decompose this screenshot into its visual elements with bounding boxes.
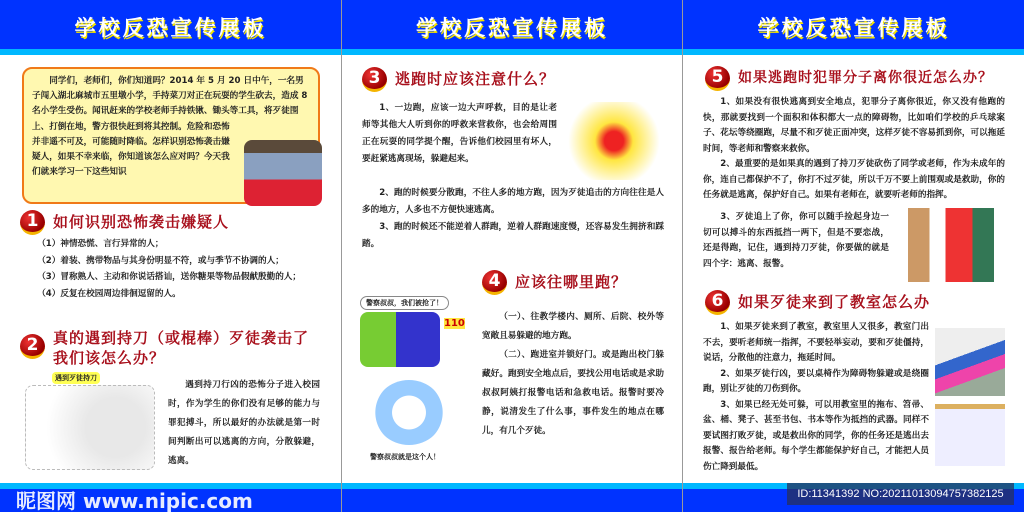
cartoon-girl-illustration	[374, 380, 444, 445]
section-5-heading	[705, 66, 993, 91]
list-item: （1）神情恐慌、言行异常的人；	[37, 239, 164, 249]
cartoon-classroom-illustration	[935, 328, 1005, 396]
paragraph: 2、跑的时候要分散跑，不往人多的地方跑，因为歹徒追击的方向往往是人多的地方，人多也不方便快速逃离。	[362, 188, 664, 215]
paragraph: 1、如果歹徒来到了教室，教室里人又很多，教室门出不去，要听老师统一指挥，不要轻举妄动，要和歹徒僵持，说话，分散他的注意力，拖延时间。	[703, 322, 929, 363]
board-panel-2	[342, 0, 683, 512]
number-badge: 6	[705, 290, 730, 315]
board-panel-1	[0, 0, 342, 512]
board-title: 学校反恐宣传展板	[416, 16, 608, 40]
section-5-text	[703, 95, 1005, 204]
footer-bar	[342, 489, 682, 512]
section-title: 如何识别恐怖袭击嫌疑人	[53, 213, 230, 231]
number-badge: 4	[482, 270, 507, 295]
section-6-heading	[705, 290, 930, 315]
number-badge: 5	[705, 66, 730, 91]
list-item: （3）冒称熟人、主动和你说话搭讪，送你糖果等物品假献殷勤的人；	[37, 272, 301, 282]
header-strip	[683, 49, 1024, 55]
section-4-heading	[482, 270, 627, 295]
phone-number-sign: 110	[444, 318, 465, 329]
list-item: （4）反复在校园周边徘徊逗留的人。	[37, 288, 181, 299]
paragraph: 3、跑的时候还不能逆着人群跑，逆着人群跑速度慢，还容易发生拥挤和踩踏。	[362, 222, 664, 249]
board-title: 学校反恐宣传展板	[74, 16, 267, 40]
header-strip	[0, 49, 341, 55]
section-6-text	[703, 320, 929, 475]
section-title: 逃跑时应该注意什么？	[395, 70, 556, 88]
section-title: 真的遇到持刀（或棍棒）歹徒袭击了我们该怎么办？	[53, 329, 310, 367]
section-1-heading	[20, 210, 229, 235]
section-title: 如果逃跑时犯罪分子离你很近怎么办？	[738, 70, 993, 86]
list-item: （2）着装、携带物品与其身份明显不符，或与季节不协调的人；	[37, 255, 284, 266]
section-title: 如果歹徒来到了教室怎么办	[738, 293, 931, 311]
paragraph: 2、最重要的是如果真的遇到了持刀歹徒砍伤了同学或老师，作为未成年的你，连自己都保护不了，你打不过歹徒，所以千万不要上前围观或是救助，你的任务就是逃离，保护好自己。如果有老师在，就要听老师的指挥。	[703, 159, 1005, 200]
number-badge: 2	[20, 334, 45, 359]
paragraph: 3、歹徒追上了你，你可以随手捡起身边一切可以搏斗的东西抵挡一两下，但是不要恋战，还是得跑，记住，遇到持刀歹徒，你要做的就是四个字：逃离、报警。	[703, 212, 889, 269]
paragraph: 3、如果已经无处可躲，可以用教室里的拖布、笤帚、盆、桶、凳子、甚至书包、书本等作为抵挡的武器。同样不要试图打败歹徒，或是救出你的同学，你的任务还是逃出去报警、报告给老师。每个学生都能保护好自己，才能把人员伤亡降到最低。	[703, 399, 929, 472]
cartoon-chase-illustration	[897, 208, 1005, 282]
paragraph: （二）、跑进室并锁好门。或是跑出校门躲藏好。跑到安全地点后，要找公用电话或是求助叔叔阿姨打报警电话和急救电话。报警时要冷静，说清发生了什么事，事件发生的地点在哪儿，有几个歹徒。	[482, 350, 664, 436]
number-badge: 3	[362, 67, 387, 92]
cartoon-shouting-illustration	[564, 102, 664, 180]
cartoon-caption: 警察叔叔就是这个人！	[370, 453, 440, 461]
number-badge: 1	[20, 210, 45, 235]
cartoon-hiding-illustration	[935, 404, 1005, 466]
paragraph: （一）、往教学楼内、厕所、后院、校外等宽敞且易躲避的地方跑。	[482, 312, 664, 341]
intro-text: 同学们，老师们，你们知道吗？2014 年 5 月 20 日中午，一名男子闯入湖北麻城市五里墩小学，手持菜刀对正在玩耍的学生砍去，造成 8 名小学生受伤。闻讯赶来的学校老师手持铁锹、锄头等工具，将歹徒围上、打倒在地，警方很快赶到将其控制。危险和恐怖并非遥不可及，可能随时降临。怎样识别恐怖袭击嫌疑人，如果不幸来临，你知道该怎么应对吗？今天我们就来学习一下这些知识	[32, 76, 308, 178]
header-strip	[342, 49, 682, 55]
section-1-list	[20, 236, 320, 302]
section-title: 应该往哪里跑？	[515, 273, 628, 291]
watermark: 昵图网 www.nipic.com	[16, 489, 253, 513]
board-panel-3	[683, 0, 1024, 512]
section-4-text	[482, 308, 664, 441]
image-id-label: ID:11341392 NO:20211013094757382125	[787, 483, 1014, 505]
paragraph: 遇到持刀行凶的恐怖分子进入校园时，作为学生的你们没有足够的能力与罪犯搏斗，所以最好的办法就是第一时间判断出可以逃离的方向，分散躲避，逃离。	[168, 380, 320, 466]
cartoon-attacker-illustration	[244, 140, 322, 206]
section-5-p3	[703, 210, 889, 272]
section-2-heading	[20, 328, 320, 368]
section-3-p1	[362, 100, 557, 168]
section-2-text	[168, 376, 320, 471]
paragraph: 1、一边跑，应该一边大声呼救，目的是让老师等其他大人听到你的呼救来营救你，也会给周围正在玩耍的同学提个醒，告诉他们校园里有坏人，要赶紧逃离现场，躲避起来。	[362, 103, 557, 164]
paragraph: 2、如果歹徒行凶，要以桌椅作为障碍物躲避或是绕圈跑，别让歹徒的刀伤到你。	[703, 368, 929, 394]
section-3-p2-p3	[362, 185, 664, 253]
cartoon-escape-illustration	[25, 385, 155, 470]
paragraph: 1、如果没有很快逃离到安全地点，犯罪分子离你很近，你又没有他跑的快，那就要找到一个面积和体积都大一点的障碍物，比如咱们学校的乒乓球案子、花坛等绕圈跑，尽量不和歹徒正面冲突，这样歹徒不容易抓到你，可以拖延时间，等老师和警察来救你。	[703, 97, 1005, 154]
section-3-heading	[362, 67, 555, 92]
board-title: 学校反恐宣传展板	[757, 16, 950, 40]
speech-bubble: 警察叔叔，我们被抢了！	[360, 296, 449, 310]
cartoon-calling-police-illustration	[360, 312, 440, 367]
cartoon-caption: 遇到歹徒持刀	[52, 372, 100, 384]
